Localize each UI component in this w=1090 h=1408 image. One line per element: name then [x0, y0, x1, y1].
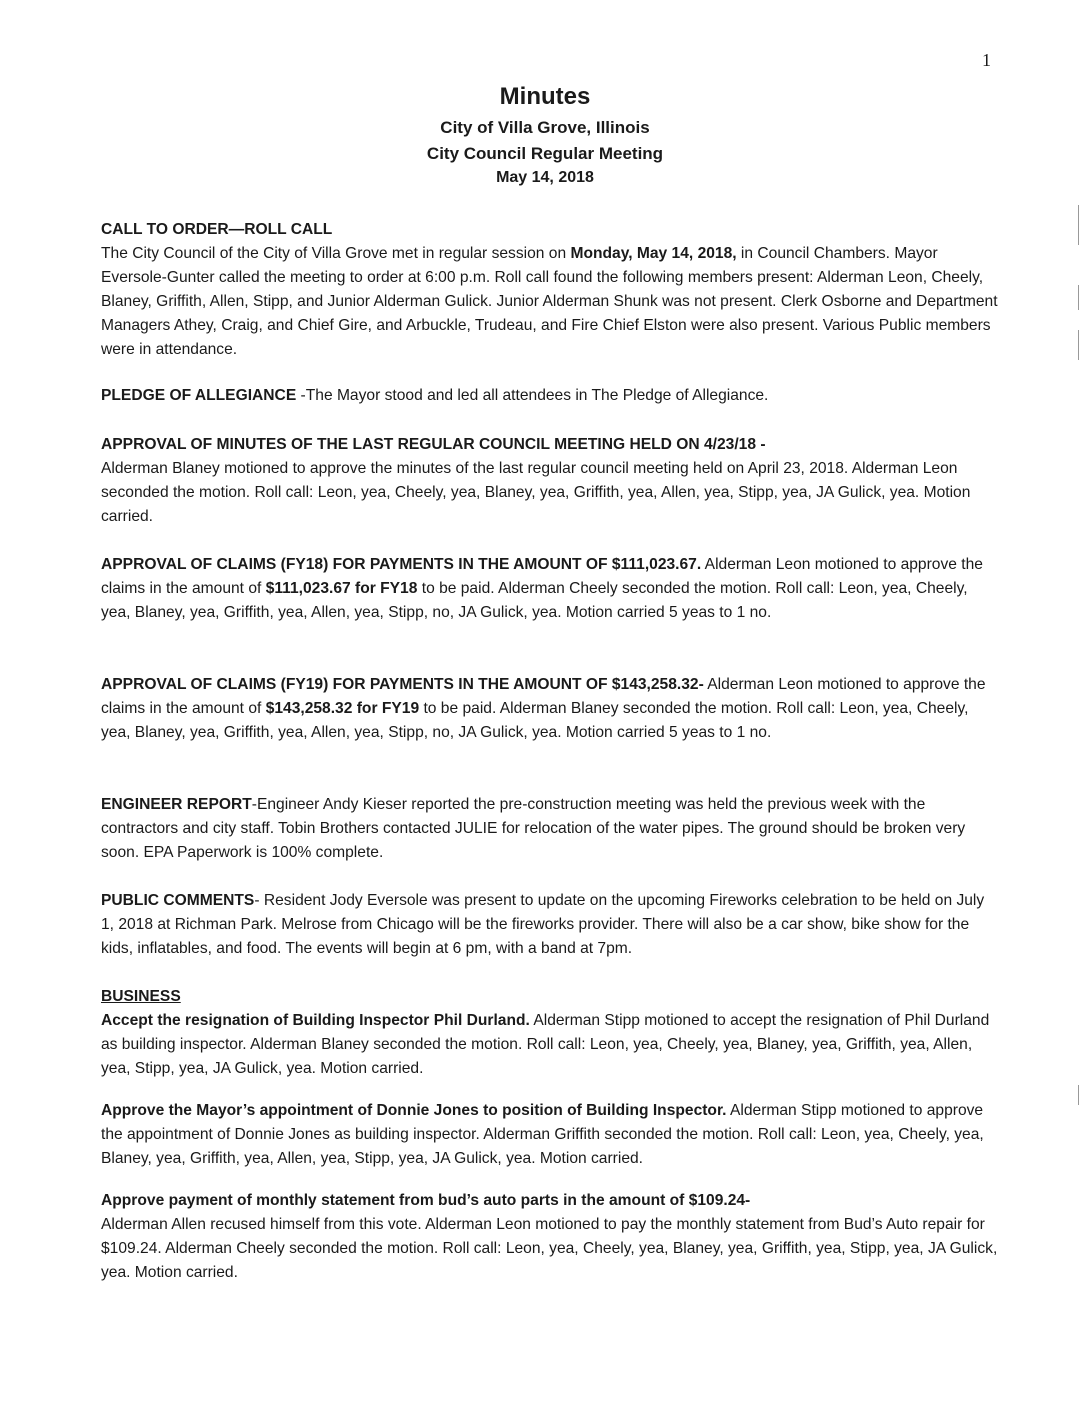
public-comments-heading: PUBLIC COMMENTS [101, 892, 255, 909]
minutes-approval-text: Alderman Blaney motioned to approve the minutes of the last regular council meeting held on April 23, 2018. Alderman Leon seconded the motion. Roll call: Leon, yea, Cheely, yea, Blaney, yea, Griffith, yea, Allen, yea, Stipp, yea, JA Gulick, yea. Motion carried. [101, 460, 971, 525]
scan-edge-mark [1078, 330, 1079, 360]
business-item-1-heading: Accept the resignation of Building Inspector Phil Durland. [101, 1012, 530, 1029]
engineer-section [101, 793, 1001, 865]
claims-fy18-section [101, 553, 1001, 625]
claims-fy19-section [101, 673, 1001, 745]
claims-fy18-heading: APPROVAL OF CLAIMS (FY18) FOR PAYMENTS IN THE AMOUNT OF $111,023.67. [101, 556, 702, 573]
scan-edge-mark [1078, 1085, 1079, 1105]
business-item-1-text: Alderman Stipp motioned to accept the resignation of Phil Durland as building inspector. Alderman Blaney seconded the motion. Roll call: Leon, yea, Cheely, yea, Blaney, yea, Griffith, yea, Allen, yea, Stipp, yea, JA Gulick, yea. Motion carried. [101, 1012, 990, 1077]
minutes-approval-heading: APPROVAL OF MINUTES OF THE LAST REGULAR COUNCIL MEETING HELD ON 4/23/18 - [101, 436, 766, 453]
claims-fy18-amount: $111,023.67 for FY18 [265, 580, 418, 597]
call-to-order-text-2: in Council Chambers. Mayor Eversole-Gunter called the meeting to order at 6:00 p.m. Roll call found the following members present: Alderman Leon, Cheely, Blaney, Griffith, Allen, Stipp, and Junior Alderman Gulick. Junior Alderman Shunk was not present. Clerk Osborne and Department Managers Athey, Craig, and Chief Gire, and Arbuckle, Trudeau, and Fire Chief Elston were also present. Various Public members were in attendance. [101, 245, 998, 358]
public-comments-section [101, 889, 1001, 961]
scan-edge-mark [1078, 205, 1079, 245]
scan-edge-mark [1078, 285, 1079, 310]
call-to-order-heading: CALL TO ORDER—ROLL CALL [101, 221, 333, 238]
claims-fy18-text-1: Alderman Leon motioned to approve the claims in the amount of [101, 556, 983, 597]
business-item-3-heading: Approve payment of monthly statement from bud’s auto parts in the amount of $109.24- [101, 1192, 751, 1209]
page-number: 1 [982, 50, 991, 70]
meeting-date-bold: Monday, May 14, 2018, [570, 245, 737, 262]
call-to-order-section [101, 218, 1001, 362]
document-title: Minutes [499, 83, 591, 110]
business-section [101, 985, 1001, 1081]
call-to-order-text-1: The City Council of the City of Villa Grove met in regular session on [101, 245, 571, 262]
minutes-approval-section [101, 433, 1001, 529]
claims-fy19-text-2: to be paid. Alderman Blaney seconded the motion. Roll call: Leon, yea, Cheely, yea, Blaney, yea, Griffith, yea, Allen, yea, Stipp, no, JA Gulick, yea. Motion carried 5 yeas to 1 no. [101, 700, 969, 741]
business-item-2-heading: Approve the Mayor’s appointment of Donnie Jones to position of Building Inspector. [101, 1102, 727, 1119]
business-item-2-text: Alderman Stipp motioned to approve the appointment of Donnie Jones as building inspector. Alderman Griffith seconded the motion. Roll call: Leon, yea, Cheely, yea, Blaney, yea, Griffith, yea, Allen, yea, Stipp, yea, JA Gulick, yea. Motion carried. [101, 1102, 984, 1167]
pledge-heading: PLEDGE OF ALLEGIANCE [101, 387, 297, 404]
meeting-type: City Council Regular Meeting [426, 144, 664, 163]
claims-fy19-amount: $143,258.32 for FY19 [265, 700, 420, 717]
engineer-text: -Engineer Andy Kieser reported the pre-construction meeting was held the previous week with the contractors and city staff. Tobin Brothers contacted JULIE for relocation of the water pipes. The ground should be broken very soon. EPA Paperwork is 100% complete. [101, 796, 966, 861]
pledge-section [101, 384, 1001, 408]
meeting-date: May 14, 2018 [496, 169, 594, 186]
business-item-3 [101, 1189, 1001, 1285]
claims-fy19-heading: APPROVAL OF CLAIMS (FY19) FOR PAYMENTS IN THE AMOUNT OF $143,258.32- [101, 676, 704, 693]
engineer-heading: ENGINEER REPORT [101, 796, 252, 813]
business-item-2 [101, 1099, 1001, 1171]
claims-fy19-text-1: Alderman Leon motioned to approve the claims in the amount of [101, 676, 986, 717]
public-comments-text: - Resident Jody Eversole was present to update on the upcoming Fireworks celebration to be held on July 1, 2018 at Richman Park. Melrose from Chicago will be the fireworks provider. There will also be a car show, bike show for the kids, inflatables, and food. The events will begin at 6 pm, with a band at 7pm. [101, 892, 985, 957]
city-name: City of Villa Grove, Illinois [440, 118, 650, 137]
business-heading: BUSINESS [101, 988, 181, 1005]
business-item-3-text: Alderman Allen recused himself from this vote. Alderman Leon motioned to pay the monthly statement from Bud’s Auto repair for $109.24. Alderman Cheely seconded the motion. Roll call: Leon, yea, Cheely, yea, Blaney, yea, Griffith, yea, Stipp, yea, JA Gulick, yea. Motion carried. [101, 1216, 998, 1281]
pledge-text: -The Mayor stood and led all attendees in The Pledge of Allegiance. [296, 387, 769, 404]
claims-fy18-text-2: to be paid. Alderman Cheely seconded the motion. Roll call: Leon, yea, Cheely, yea, Blaney, yea, Griffith, yea, Allen, yea, Stipp, no, JA Gulick, yea. Motion carried 5 yeas to 1 no. [101, 580, 968, 621]
